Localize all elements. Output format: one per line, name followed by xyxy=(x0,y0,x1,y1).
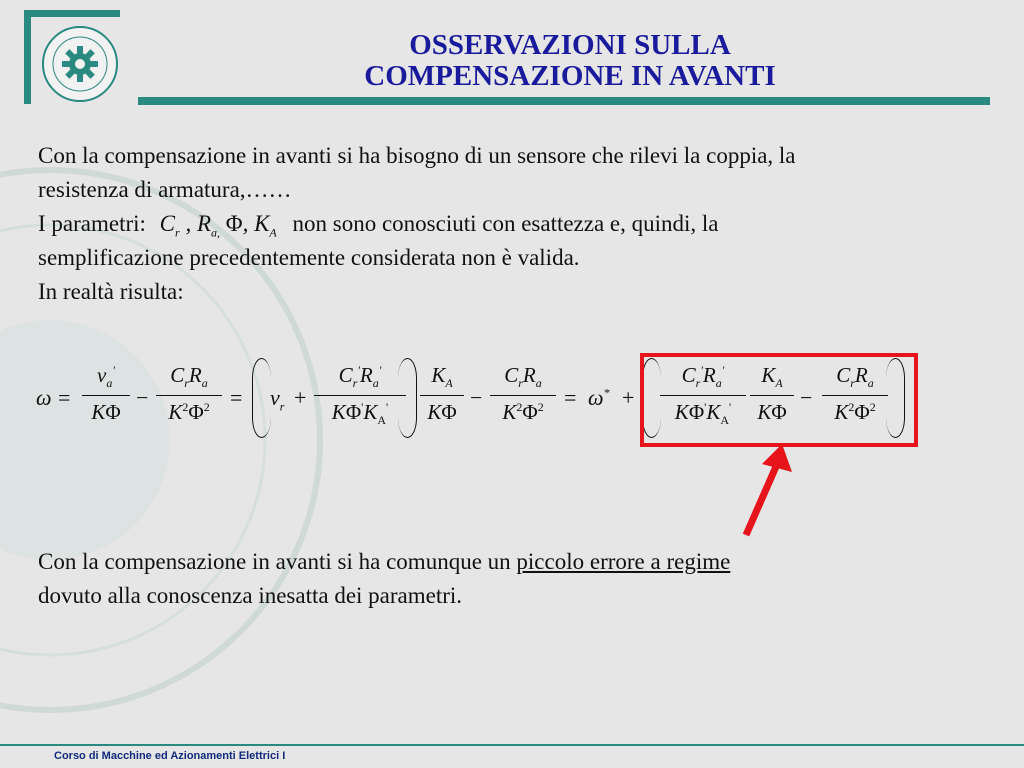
conclusion-prefix: Con la compensazione in avanti si ha comunque un xyxy=(38,549,511,574)
title-line-1: OSSERVAZIONI SULLA xyxy=(409,29,731,61)
title-line-2: COMPENSAZIONE IN AVANTI xyxy=(364,60,776,92)
paragraph-1-line-2: resistenza di armatura,…… xyxy=(38,177,292,202)
parameters-suffix: non sono conosciuti con esattezza e, quindi, la xyxy=(292,211,719,236)
paragraph-2-line-2: semplificazione precedentemente considerata non è valida. xyxy=(38,245,580,270)
parameters-formula: $C_r$ , $R_{a,}$ Φ, $K_A$ xyxy=(159,211,277,240)
conclusion-line-1 xyxy=(38,545,730,579)
parameters-label: I parametri: xyxy=(38,211,146,236)
politecnico-logo xyxy=(40,24,120,104)
footer-course: Corso di Macchine ed Azionamenti Elettrici I xyxy=(54,750,286,762)
paragraph-1-line-1: Con la compensazione in avanti si ha bisogno di un sensore che rilevi la coppia, la xyxy=(38,143,796,168)
conclusion-underlined: piccolo errore a regime xyxy=(516,549,731,574)
paragraph-3: In realtà risulta: xyxy=(38,279,184,304)
header-bracket-left xyxy=(24,10,31,104)
red-arrow xyxy=(730,440,800,540)
highlight-box xyxy=(640,353,918,447)
conclusion-line-2: dovuto alla conoscenza inesatta dei parametri. xyxy=(38,583,463,608)
footer-rule xyxy=(0,744,1024,746)
main-equation: ω = $v_a'$ KΦ − $C_rR_a$ $K^2\Phi^2$ = $v_r$ + $C_r'R_a'$ $K\Phi'K_A'$ $K_A$ KΦ − $C_rR_a$ $K^2\Phi^2$ = ω* + $C_r'R_a'$ $K\Phi'K_A'$ $K_A$ KΦ − $C_rR_a$ $K^2\Phi^2$ xyxy=(34,355,924,443)
header-bracket-top xyxy=(24,10,120,17)
header-rule xyxy=(138,97,990,105)
page-title xyxy=(300,30,840,92)
